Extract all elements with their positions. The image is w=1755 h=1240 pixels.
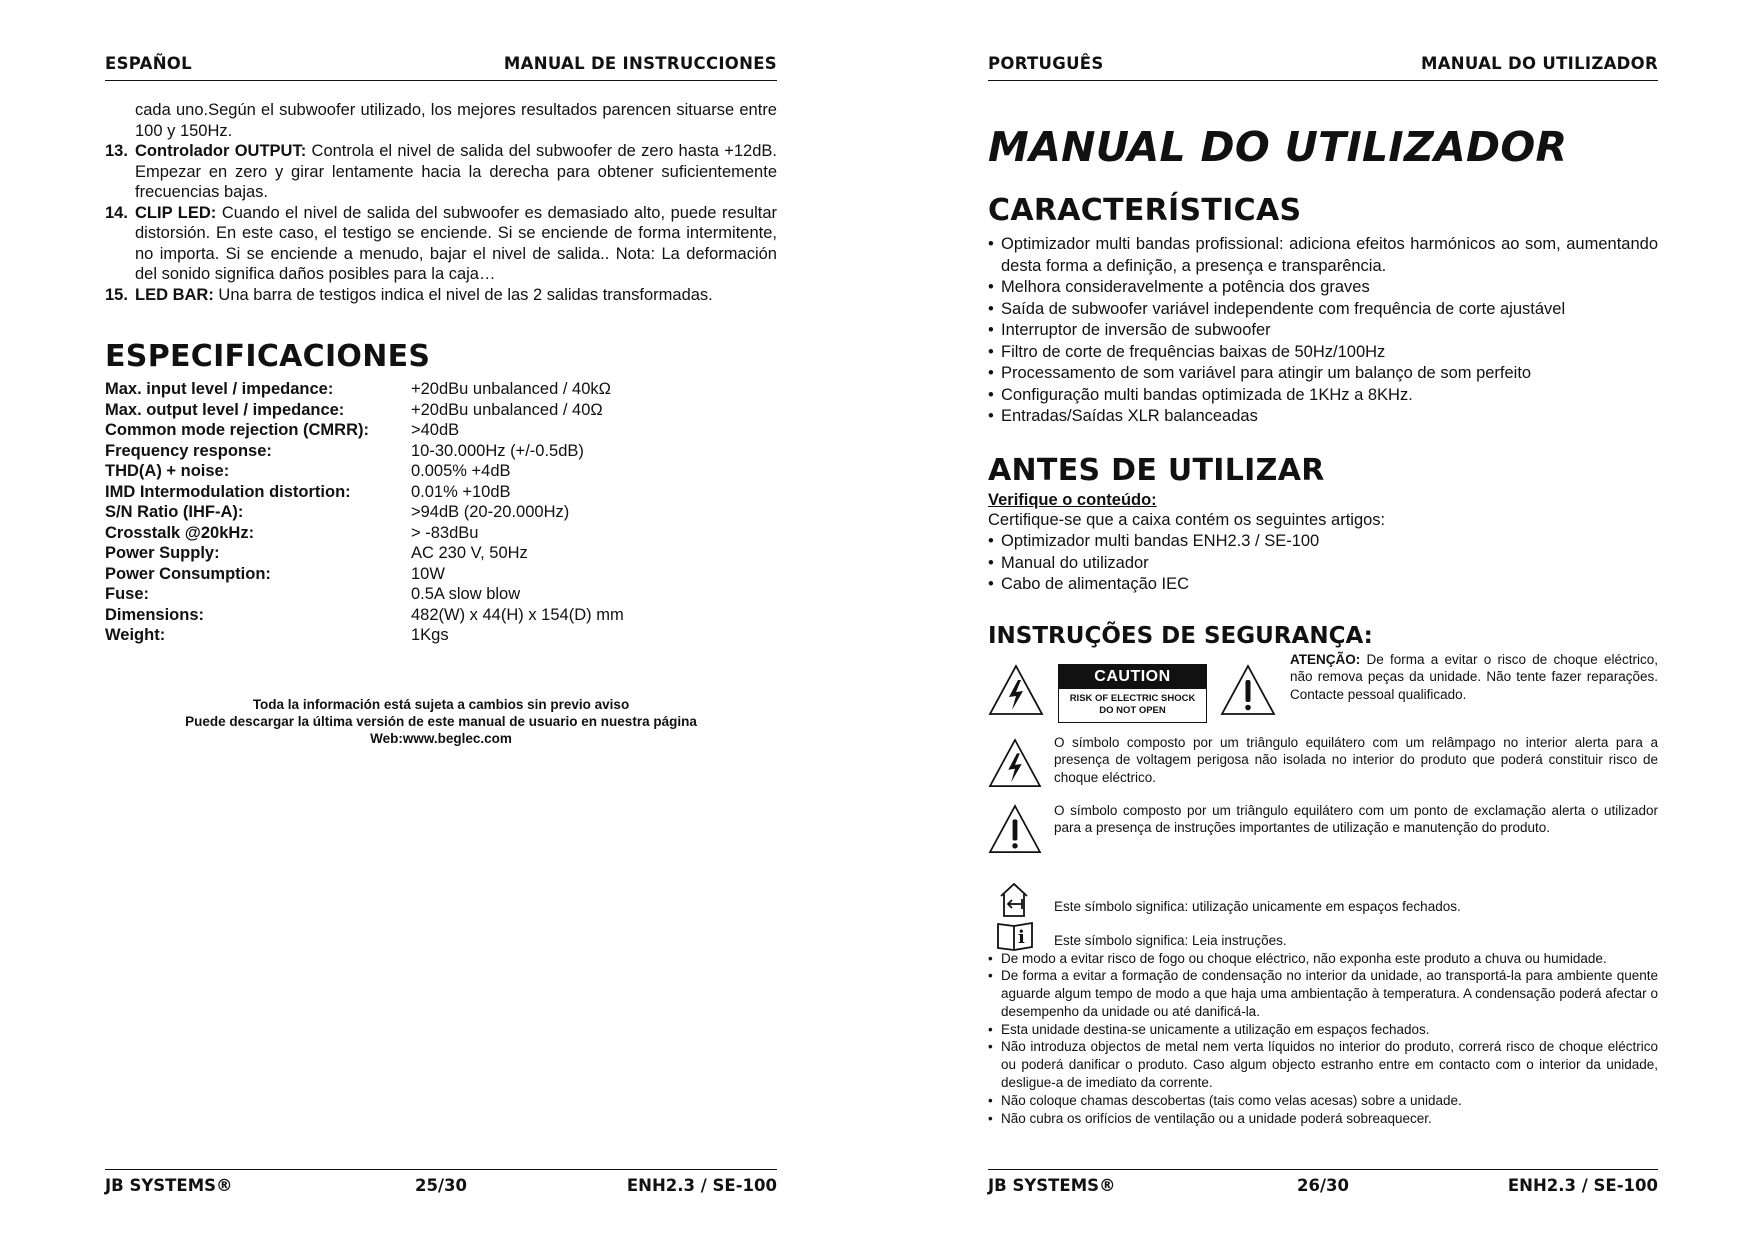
spec-key: Power Supply: (105, 544, 220, 562)
spec-key: Common mode rejection (CMRR): (105, 421, 369, 439)
spec-key: Max. output level / impedance: (105, 400, 345, 419)
bolt-symbol-row (988, 734, 1658, 796)
table-row (105, 441, 777, 462)
spec-value: >40dB (411, 421, 460, 439)
list-item: • Processamento de som variável para atingir um balanço de som perfeito (988, 363, 1658, 385)
read-symbol-text: Este símbolo significa: Leia instruções. (1054, 932, 1287, 948)
spec-value: 10-30.000Hz (+/-0.5dB) (411, 441, 584, 460)
spec-value: +20dBu unbalanced / 40kΩ (411, 380, 611, 398)
item-label: CLIP LED: (135, 203, 217, 222)
spec-value: AC 230 V, 50Hz (411, 544, 528, 562)
spec-key: Power Consumption: (105, 564, 271, 583)
specs-heading: ESPECIFICACIONES (105, 339, 431, 374)
notice-line: Puede descargar la última versión de este manual de usuario en nuestra página (185, 713, 697, 729)
caution-title: CAUTION (1059, 665, 1206, 689)
spec-value: 10W (411, 564, 445, 583)
lightning-warning-icon (988, 738, 1042, 788)
table-row (105, 461, 777, 482)
check-contents-label: Verifique o conteúdo: (988, 490, 1157, 509)
right-page (988, 0, 1658, 1240)
right-content (988, 92, 1658, 1127)
exclamation-symbol-text: O símbolo composto por um triângulo equilátero com um ponto de exclamação alerta o utilizador para a presença de instruções importantes de utilização e manutenção do produto. (1054, 802, 1658, 835)
header-language: ESPAÑOL (105, 54, 192, 73)
list-item (105, 285, 777, 306)
page-footer (105, 1169, 777, 1202)
spec-value: 482(W) x 44(H) x 154(D) mm (411, 605, 624, 624)
list-item: • Entradas/Saídas XLR balanceadas (988, 406, 1658, 428)
spec-key: IMD Intermodulation distortion: (105, 482, 351, 501)
table-row (105, 400, 777, 421)
footer-brand: JB SYSTEMS® (105, 1176, 233, 1195)
spec-value: 1Kgs (411, 626, 449, 644)
item-label: LED BAR: (135, 285, 214, 304)
list-item: • Filtro de corte de frequências baixas de 50Hz/100Hz (988, 342, 1658, 364)
notice-block (105, 696, 777, 747)
footer-page-number: 25/30 (415, 1176, 467, 1195)
table-row (105, 605, 777, 626)
main-title: MANUAL DO UTILIZADOR (988, 123, 1568, 171)
spec-key: THD(A) + noise: (105, 462, 230, 480)
list-item: • De forma a evitar a formação de condensação no interior da unidade, ao transportá-la para ambiente quente aguarde algum tempo de modo a que haja uma ambientação à temperatura. A condensação poderá afectar o desempenho da unidade ou até danificá-la. (988, 967, 1658, 1020)
controls-list (105, 141, 777, 305)
spec-key: Dimensions: (105, 605, 205, 624)
page-header (105, 54, 777, 81)
page-footer (988, 1169, 1658, 1202)
features-heading: CARACTERÍSTICAS (988, 193, 1302, 228)
exclamation-warning-icon (988, 804, 1042, 854)
table-row (105, 523, 777, 544)
before-use-heading: ANTES DE UTILIZAR (988, 452, 1325, 488)
svg-text:i: i (1018, 926, 1025, 948)
table-row (105, 482, 777, 503)
lightning-warning-icon (988, 664, 1044, 716)
spec-value: > -83dBu (411, 523, 479, 542)
table-row (105, 625, 777, 646)
spec-value: 0.01% +10dB (411, 482, 511, 501)
list-item: • Optimizador multi bandas ENH2.3 / SE-100 (988, 531, 1658, 553)
spec-key: Frequency response: (105, 441, 272, 460)
caution-row (988, 651, 1658, 732)
attention-body: De forma a evitar o risco de choque eléctrico, não remova peças da unidade. Não tente fazer reparações. Contacte pessoal qualificado. (1290, 651, 1658, 702)
exclamation-warning-icon (1220, 664, 1276, 716)
indoor-symbol-row (988, 882, 1658, 920)
safety-heading: INSTRUÇÕES DE SEGURANÇA: (988, 622, 1373, 649)
list-item: • Melhora consideravelmente a potência dos graves (988, 277, 1658, 299)
spec-value: >94dB (20-20.000Hz) (411, 503, 570, 521)
notice-line: Toda la información está sujeta a cambios sin previo aviso (252, 696, 630, 712)
caution-subtitle (1059, 689, 1206, 717)
list-item: • Manual do utilizador (988, 553, 1658, 575)
caution-line: DO NOT OPEN (1099, 704, 1166, 716)
list-item: • Optimizador multi bandas profissional: adiciona efeitos harmónicos ao som, aumentando desta forma a definição, a presença e transparência. (988, 234, 1658, 277)
specs-table (105, 379, 777, 646)
check-contents-intro: Certifique-se que a caixa contém os seguintes artigos: (988, 510, 1386, 529)
read-symbol-row (988, 920, 1658, 952)
page-header (988, 54, 1658, 81)
item-label: Controlador OUTPUT: (135, 142, 307, 160)
table-row (105, 543, 777, 564)
table-row (105, 420, 777, 441)
item-text: Cuando el nivel de salida del subwoofer es demasiado alto, puede resultar distorsión. En este caso, el testigo se enciende. Si se enciende de forma intermitente, no importa. Si se enciende a menudo, bajar el nivel de salida.. Nota: La deformación del sonido significa daños posibles para la caja… (135, 203, 777, 283)
indoor-symbol-text: Este símbolo significa: utilização unicamente em espaços fechados. (1054, 898, 1461, 914)
spec-value: 0.5A slow blow (411, 585, 521, 603)
read-instructions-icon (996, 920, 1038, 952)
list-item: • Não coloque chamas descobertas (tais como velas acesas) sobre a unidade. (988, 1092, 1658, 1110)
caution-line: RISK OF ELECTRIC SHOCK (1069, 692, 1196, 704)
list-item: • Configuração multi bandas optimizada de 1KHz a 8KHz. (988, 385, 1658, 407)
item-text: Controla el nivel de salida del subwoofer de zero hasta +12dB. Empezar en zero y girar lentamente hacia la derecha para obtener suficientemente frecuencias bajas. (135, 142, 777, 201)
attention-text (1290, 651, 1658, 704)
footer-page-number: 26/30 (1297, 1176, 1349, 1195)
indoor-use-icon (998, 882, 1030, 918)
header-language: PORTUGUÊS (988, 54, 1104, 73)
list-item: • Esta unidade destina-se unicamente a utilização em espaços fechados. (988, 1021, 1658, 1039)
table-row (105, 564, 777, 585)
notice-web: Web:www.beglec.com (370, 730, 512, 746)
table-row (105, 379, 777, 400)
item-number: 15. (105, 285, 128, 304)
bolt-symbol-text: O símbolo composto por um triângulo equilátero com um relâmpago no interior alerta para a presença de voltagem perigosa não isolada no interior do produto que poderá constituir risco de choque eléctrico. (1054, 734, 1658, 785)
list-item (105, 203, 777, 285)
list-item: • Interruptor de inversão de subwoofer (988, 320, 1658, 342)
header-title: MANUAL DO UTILIZADOR (1421, 54, 1658, 73)
item-text: Una barra de testigos indica el nivel de las 2 salidas transformadas. (213, 285, 713, 304)
intro-paragraph: cada uno.Según el subwoofer utilizado, los mejores resultados parencen situarse entre 100 y 150Hz. (135, 101, 777, 140)
spec-key: Max. input level / impedance: (105, 380, 334, 398)
left-content (105, 100, 777, 747)
spec-key: Weight: (105, 626, 166, 644)
exclamation-symbol-row (988, 802, 1658, 872)
header-title: MANUAL DE INSTRUCCIONES (503, 54, 777, 73)
footer-brand: JB SYSTEMS® (988, 1176, 1116, 1195)
footer-model: ENH2.3 / SE-100 (626, 1176, 777, 1195)
spec-value: +20dBu unbalanced / 40Ω (411, 400, 603, 419)
list-item: • De modo a evitar risco de fogo ou choque eléctrico, não exponha este produto a chuva ou humidade. (988, 950, 1658, 968)
spec-key: Fuse: (105, 585, 150, 603)
list-item: • Não introduza objectos de metal nem verta líquidos no interior do produto, correrá risco de choque eléctrico ou poderá danificar o produto. Caso algum objecto estranho entre em contacto com o interior da unidade, desligue-a de imediato da corrente. (988, 1038, 1658, 1091)
spec-key: Crosstalk @20kHz: (105, 523, 255, 542)
left-page (105, 0, 777, 1240)
caution-label (1058, 664, 1207, 723)
features-list (988, 234, 1658, 428)
footer-model: ENH2.3 / SE-100 (1507, 1176, 1658, 1195)
item-number: 14. (105, 203, 128, 222)
list-item: • Não cubra os orifícios de ventilação ou a unidade poderá sobreaquecer. (988, 1110, 1658, 1128)
table-row (105, 584, 777, 605)
spec-key: S/N Ratio (IHF-A): (105, 503, 244, 521)
contents-list (988, 531, 1658, 596)
list-item: • Cabo de alimentação IEC (988, 574, 1658, 596)
table-row (105, 502, 777, 523)
list-item (105, 141, 777, 203)
attention-label: ATENÇÃO: (1290, 651, 1361, 667)
spec-value: 0.005% +4dB (411, 462, 511, 480)
safety-list (988, 950, 1658, 1128)
list-item: • Saída de subwoofer variável independente com frequência de corte ajustável (988, 299, 1658, 321)
item-number: 13. (105, 142, 128, 160)
